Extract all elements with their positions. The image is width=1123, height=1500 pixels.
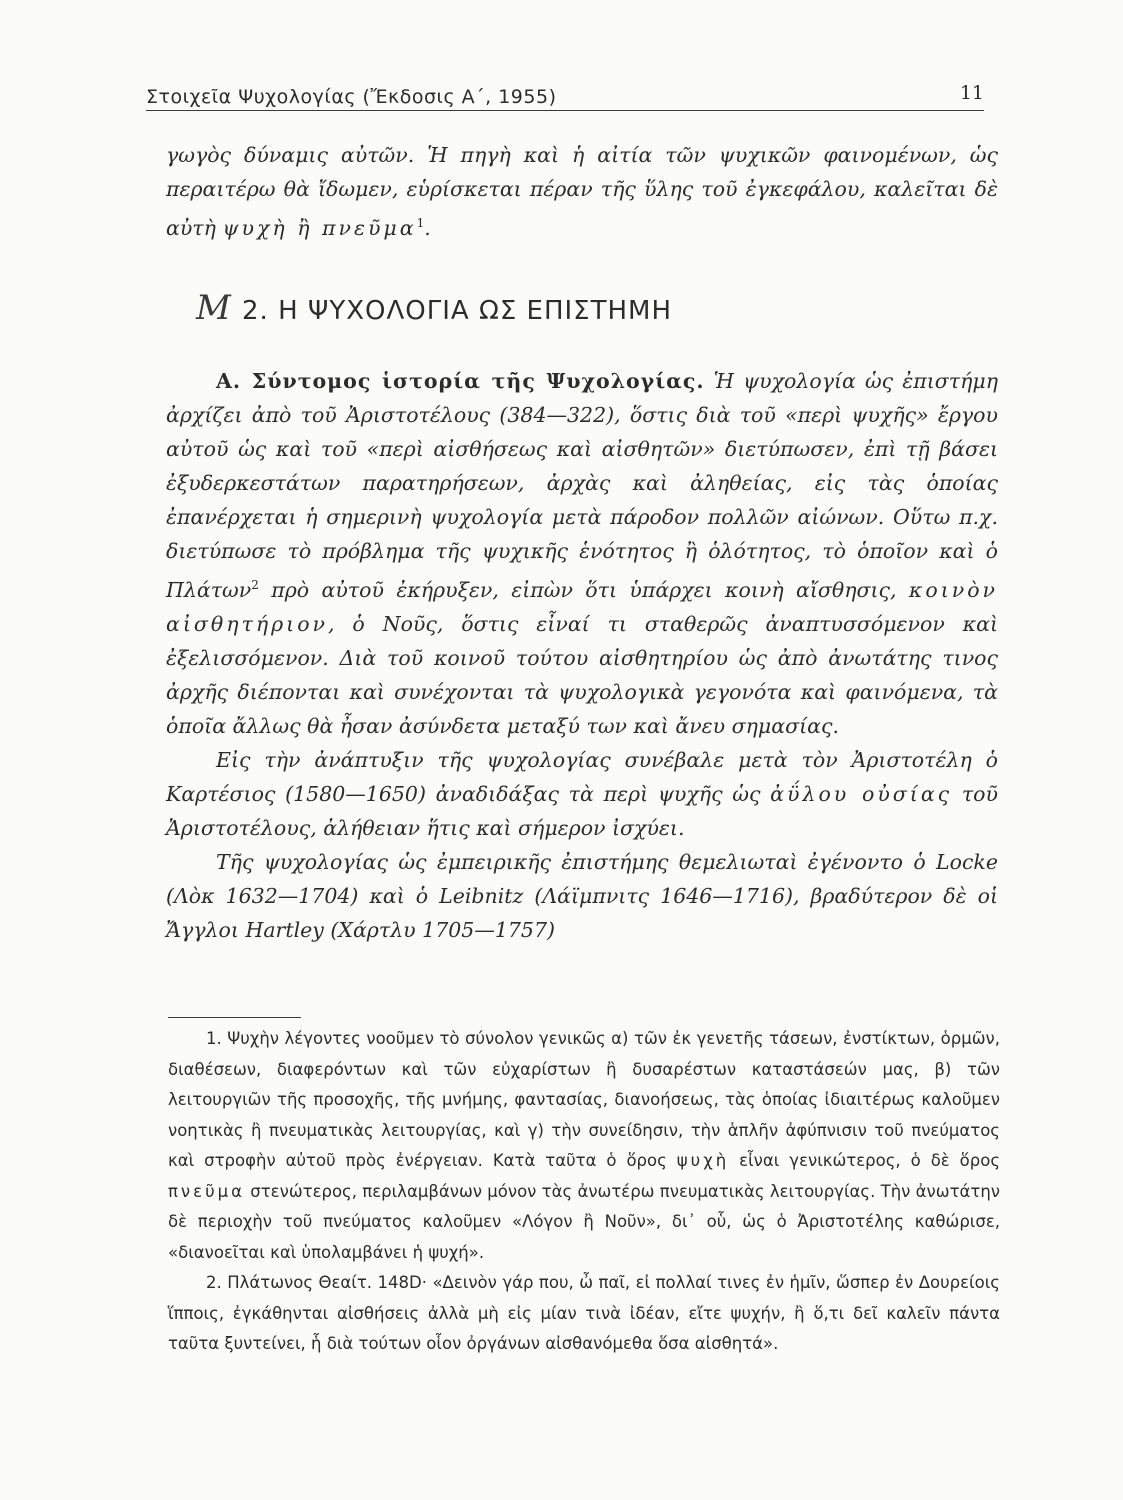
- handwritten-margin-mark: M: [196, 288, 231, 328]
- running-header-title: Στοιχεῖα Ψυχολογίας (Ἔκδοσις Α΄, 1955): [146, 86, 557, 108]
- paragraph-descartes-text-b: τοῦ Ἀριστοτέλους, ἀλήθειαν ἥτις καὶ σήμερον ἰσχύει.: [166, 781, 998, 840]
- footnote-2-text: 2. Πλάτωνος Θεαίτ. 148D· «Δεινὸν γάρ που, ὦ παῖ, εἰ πολλαί τινες ἐν ἡμῖν, ὥσπερ ἐν Δουρείοις ἵπποις, ἐγκάθηνται αἰσθήσεις ἀλλὰ μὴ εἰς μίαν τινὰ ἰδέαν, εἴτε ψυχήν, ἢ ὅ,τι δεῖ καλεῖν πάντα ταῦτα ξυντείνει, ἧ διὰ τούτων οἷον ὀργάνων αἰσθανόμεθα ὅσα αἰσθητά».: [168, 1273, 1000, 1353]
- footnote-1-spaced-psyche: ψυχὴ: [676, 1151, 730, 1170]
- paragraph-descartes-text-a: Εἰς τὴν ἀνάπτυξιν τῆς ψυχολογίας συνέβαλε μετὰ τὸν Ἀριστοτέλη ὁ Καρτέσιος (1580—1650) ἀναδιδάξας τὰ περὶ ψυχῆς ὡς: [166, 747, 998, 806]
- running-header: [146, 74, 984, 111]
- footnote-separator: [168, 1017, 301, 1018]
- opening-paragraph: [166, 138, 998, 245]
- paragraph-history-text-b: πρὸ αὐτοῦ ἐκήρυξεν, εἰπὼν ὅτι ὑπάρχει κοινὴ αἴσθησις,: [258, 577, 909, 602]
- footnote-1: [168, 1024, 1000, 1268]
- section-heading: 2. Η ΨΥΧΟΛΟΓΙΑ ΩΣ ΕΠΙΣΤΗΜΗ: [242, 296, 673, 326]
- footnote-2: [168, 1268, 1000, 1360]
- opening-tail: .: [424, 215, 431, 240]
- paragraph-history: [166, 364, 998, 743]
- paragraph-descartes-spaced-term: ἀΰλου οὐσίας: [770, 781, 953, 806]
- footnote-1-spaced-pneuma: πνεῦμα: [168, 1181, 245, 1201]
- paragraph-history-text-a: Ἡ ψυχολογία ὡς ἐπιστήμη ἀρχίζει ἀπὸ τοῦ Ἀριστοτέλους (384—322), ὅστις διὰ τοῦ «περὶ ψυχῆς» ἔργου αὐτοῦ ὡς καὶ τοῦ «περὶ αἰσθήσεως καὶ αἰσθητῶν» διετύπωσεν, ἐπὶ τῇ βάσει ἐξυδερκεστάτων παρατηρήσεων, ἀρχὰς καὶ ἀληθείας, εἰς τὰς ὁποίας ἐπανέρχεται ἡ σημερινὴ ψυχολογία μετὰ πάροδον πολλῶν αἰώνων. Οὕτω π.χ. διετύπωσε τὸ πρόβλημα τῆς ψυχικῆς ἑνότητος ἢ ὁλότητος, τὸ ὁποῖον καὶ ὁ Πλάτων: [166, 369, 998, 602]
- opening-spaced-term: ψυχὴ ἢ πνεῦμα: [222, 215, 417, 240]
- paragraph-empirical: [166, 845, 998, 947]
- footnotes: [168, 1024, 1001, 1360]
- footnote-1-text-b: εἶναι γενικώτερος, ὁ δὲ ὅρος: [729, 1151, 1001, 1170]
- main-text: [166, 364, 998, 947]
- paragraph-history-spaced-term: κοινὸν αἰσθητήριον: [166, 577, 998, 636]
- paragraph-descartes: [166, 743, 998, 845]
- footnote-ref-2: 2: [251, 578, 259, 592]
- paragraph-history-text-c: , ὁ Νοῦς, ὅστις εἶναί τι σταθερῶς ἀναπτυσσόμενον καὶ ἐξελισσόμενον. Διὰ τοῦ κοινοῦ τούτου αἰσθητηρίου ὡς ἀπὸ ἀνωτάτης τινος ἀρχῆς διέπονται καὶ συνέχονται τὰ ψυχολογικὰ γεγονότα καὶ φαινόμενα, τὰ ὁποῖα ἄλλως θὰ ἦσαν ἀσύνδετα μεταξύ των καὶ ἄνευ σημασίας.: [166, 611, 998, 738]
- footnote-ref-1: 1: [416, 216, 425, 230]
- paragraph-empirical-text: Τῆς ψυχολογίας ὡς ἐμπειρικῆς ἐπιστήμης θεμελιωταὶ ἐγένοντο ὁ Locke (Λὸκ 1632—1704) καὶ ὁ Leibnitz (Λάϊμπνιτς 1646—1716), βραδύτερον δὲ οἱ Ἄγγλοι Hartley (Χάρτλυ 1705—1757): [166, 849, 998, 942]
- page-number: 11: [959, 82, 984, 104]
- opening-text: γωγὸς δύναμις αὐτῶν. Ἡ πηγὴ καὶ ἡ αἰτία τῶν ψυχικῶν φαινομένων, ὡς περαιτέρω θὰ ἴδωμεν, εὑρίσκεται πέραν τῆς ὕλης τοῦ ἐγκεφάλου, καλεῖται δὲ αὐτὴ: [166, 143, 998, 240]
- footnote-1-text-c: στενώτερος, περιλαμβάνων μόνον τὰς ἀνωτέρω πνευματικὰς λειτουργίας. Τὴν ἀνωτάτην δὲ περιοχὴν τοῦ πνεύματος καλοῦμεν «Λόγον ἢ Νοῦν», δι᾽ οὗ, ὡς ὁ Ἀριστοτέλης καθώρισε, «διανοεῖται καὶ ὑπολαμβάνει ἡ ψυχή».: [168, 1181, 1000, 1262]
- footnote-1-text-a: 1. Ψυχὴν λέγοντες νοοῦμεν τὸ σύνολον γενικῶς α) τῶν ἐκ γενετῆς τάσεων, ἐνστίκτων, ὁρμῶν, διαθέσεων, διαφερόντων καὶ τῶν εὐχαρίστων ἢ δυσαρέστων καταστάσεών μας, β) τῶν λειτουργιῶν τῆς προσοχῆς, τῆς μνήμης, φαντασίας, διανοήσεως, τὰς ὁποίας ἰδιαιτέρως καλοῦμεν νοητικὰς ἢ πνευματικὰς λειτουργίας, καὶ γ) τὴν συνείδησιν, τὴν ἁπλῆν ἀφύπνισιν τοῦ πνεύματος καὶ στροφὴν αὐτοῦ πρὸς ἐνέργειαν. Κατὰ ταῦτα ὁ ὅρος: [168, 1029, 1000, 1170]
- subsection-heading: Α. Σύντομος ἱστορία τῆς Ψυχολογίας.: [216, 369, 705, 393]
